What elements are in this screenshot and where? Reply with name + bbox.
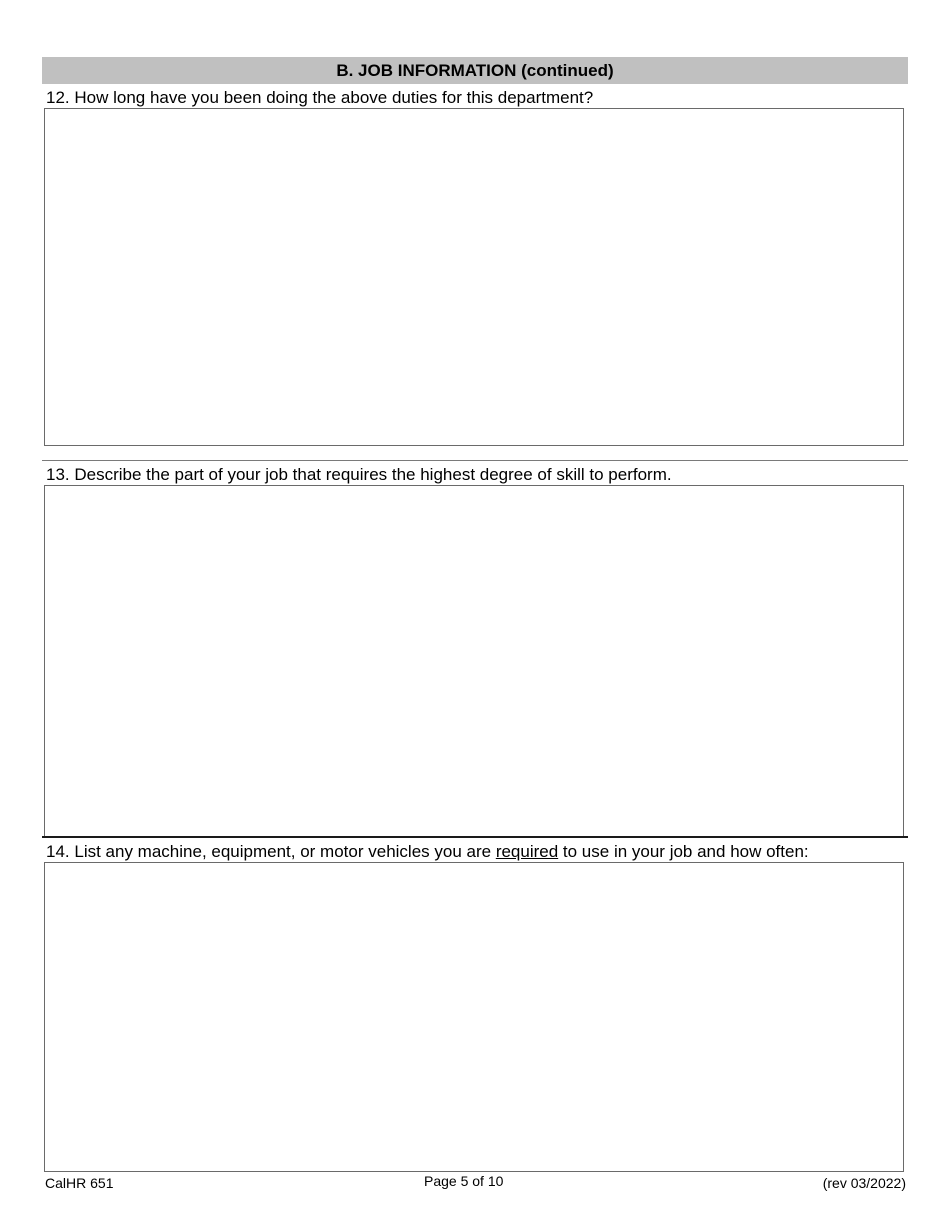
question-13-text: Describe the part of your job that requires the highest degree of skill to perform. bbox=[74, 465, 672, 484]
question-13-number: 13. bbox=[46, 465, 70, 484]
question-14-required-emphasis: required bbox=[495, 842, 559, 861]
question-12-answer-box[interactable] bbox=[44, 108, 904, 446]
footer-form-id: CalHR 651 bbox=[45, 1175, 114, 1191]
section-divider bbox=[42, 836, 908, 838]
section-divider bbox=[42, 460, 908, 461]
question-12-label bbox=[46, 88, 593, 108]
footer-page-number: Page 5 of 10 bbox=[424, 1173, 504, 1189]
question-12-number: 12. bbox=[46, 88, 70, 107]
question-14-answer-field[interactable] bbox=[45, 863, 903, 1171]
question-12-text: How long have you been doing the above duties for this department? bbox=[74, 88, 594, 107]
question-14-number: 14. bbox=[46, 842, 70, 861]
section-header: B. JOB INFORMATION (continued) bbox=[42, 57, 908, 84]
question-14-label bbox=[46, 842, 809, 862]
question-14-answer-box[interactable] bbox=[44, 862, 904, 1172]
question-14-text-after: to use in your job and how often: bbox=[558, 842, 809, 861]
question-13-answer-field[interactable] bbox=[45, 486, 903, 836]
question-13-answer-box[interactable] bbox=[44, 485, 904, 837]
question-14-text-before: List any machine, equipment, or motor vehicles you are bbox=[74, 842, 496, 861]
question-12-answer-field[interactable] bbox=[45, 109, 903, 445]
question-13-label bbox=[46, 465, 672, 485]
footer-revision: (rev 03/2022) bbox=[822, 1175, 906, 1191]
